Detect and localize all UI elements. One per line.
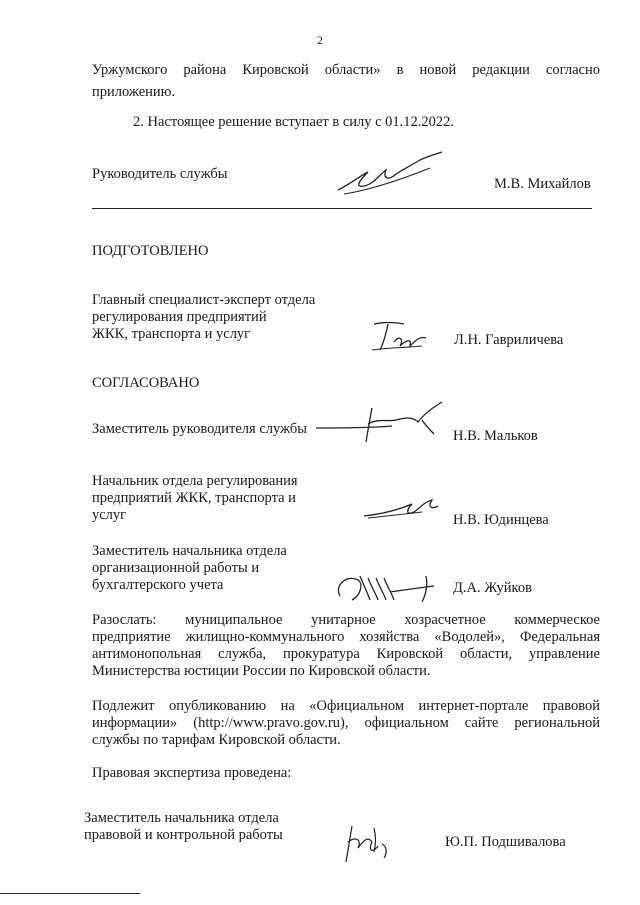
legal-review-position-line: Заместитель начальника отдела: [84, 810, 279, 826]
agreed-signer-3-position-line: организационной работы и: [92, 560, 260, 576]
agreed-signer-2-name: Н.В. Юдинцева: [453, 512, 549, 528]
legal-review-signature: [338, 822, 398, 864]
agreed-signer-1-signature: [312, 400, 462, 448]
head-name: М.В. Михайлов: [494, 176, 591, 192]
prepared-position-line: регулирования предприятий: [92, 309, 267, 325]
agreed-signer-3-position: [92, 543, 287, 594]
prepared-signature: [370, 318, 440, 354]
agreed-signer-3-signature: [330, 566, 450, 606]
legal-review-position: [84, 810, 283, 844]
agreed-signer-3-name: Д.А. Жуйков: [453, 580, 532, 596]
agreed-signer-3-position-line: бухгалтерского учета: [92, 577, 224, 593]
distribution-block: [92, 612, 600, 680]
publication-line: информации» (http://www.pravo.gov.ru), официальном сайте региональной: [92, 715, 600, 731]
agreed-signer-2-position-line: Начальник отдела регулирования: [92, 473, 298, 489]
publication-block: [92, 698, 600, 749]
agreed-signer-2-position-line: услуг: [92, 507, 127, 523]
prepared-position: [92, 292, 315, 343]
agreed-signer-2-position-line: предприятий ЖКК, транспорта и: [92, 490, 296, 506]
intro-line-1: Уржумского района Кировской области» в новой редакции согласно: [92, 62, 600, 78]
publication-line: службы по тарифам Кировской области.: [92, 732, 341, 748]
head-signature: [330, 150, 445, 198]
prepared-name: Л.Н. Гавриличева: [454, 332, 564, 348]
footnote-rule: [0, 893, 140, 894]
agreed-signer-3-position-line: Заместитель начальника отдела: [92, 543, 287, 559]
publication-line: Подлежит опубликованию на «Официальном интернет-портале правовой: [92, 698, 600, 714]
legal-review-name: Ю.П. Подшивалова: [445, 834, 566, 850]
agreed-signer-1-position: Заместитель руководителя службы: [92, 421, 308, 437]
agreed-signer-2-position: [92, 473, 298, 524]
distribution-line: Министерства юстиции России по Кировской области.: [92, 663, 431, 679]
separator-line: [92, 208, 592, 209]
intro-line-2: приложению.: [92, 84, 176, 100]
distribution-line: Разослать: муниципальное унитарное хозрасчетное коммерческое: [92, 612, 600, 628]
clause-2: 2. Настоящее решение вступает в силу с 01.12.2022.: [133, 114, 455, 130]
distribution-line: антимонопольная служба, прокуратура Кировской области, управление: [92, 646, 600, 662]
head-position: Руководитель службы: [92, 166, 228, 182]
agreed-signer-2-signature: [362, 494, 442, 522]
prepared-position-line: ЖКК, транспорта и услуг: [92, 326, 251, 342]
legal-review-text: Правовая экспертиза проведена:: [92, 765, 292, 781]
legal-review-position-line: правовой и контрольной работы: [84, 827, 283, 843]
page-number: 2: [317, 33, 323, 47]
prepared-heading: ПОДГОТОВЛЕНО: [92, 243, 209, 259]
agreed-signer-1-name: Н.В. Мальков: [453, 428, 538, 444]
prepared-position-line: Главный специалист-эксперт отдела: [92, 292, 316, 308]
distribution-line: предприятие жилищно-коммунального хозяйства «Водолей», Федеральная: [92, 629, 600, 645]
agreed-heading: СОГЛАСОВАНО: [92, 375, 200, 391]
